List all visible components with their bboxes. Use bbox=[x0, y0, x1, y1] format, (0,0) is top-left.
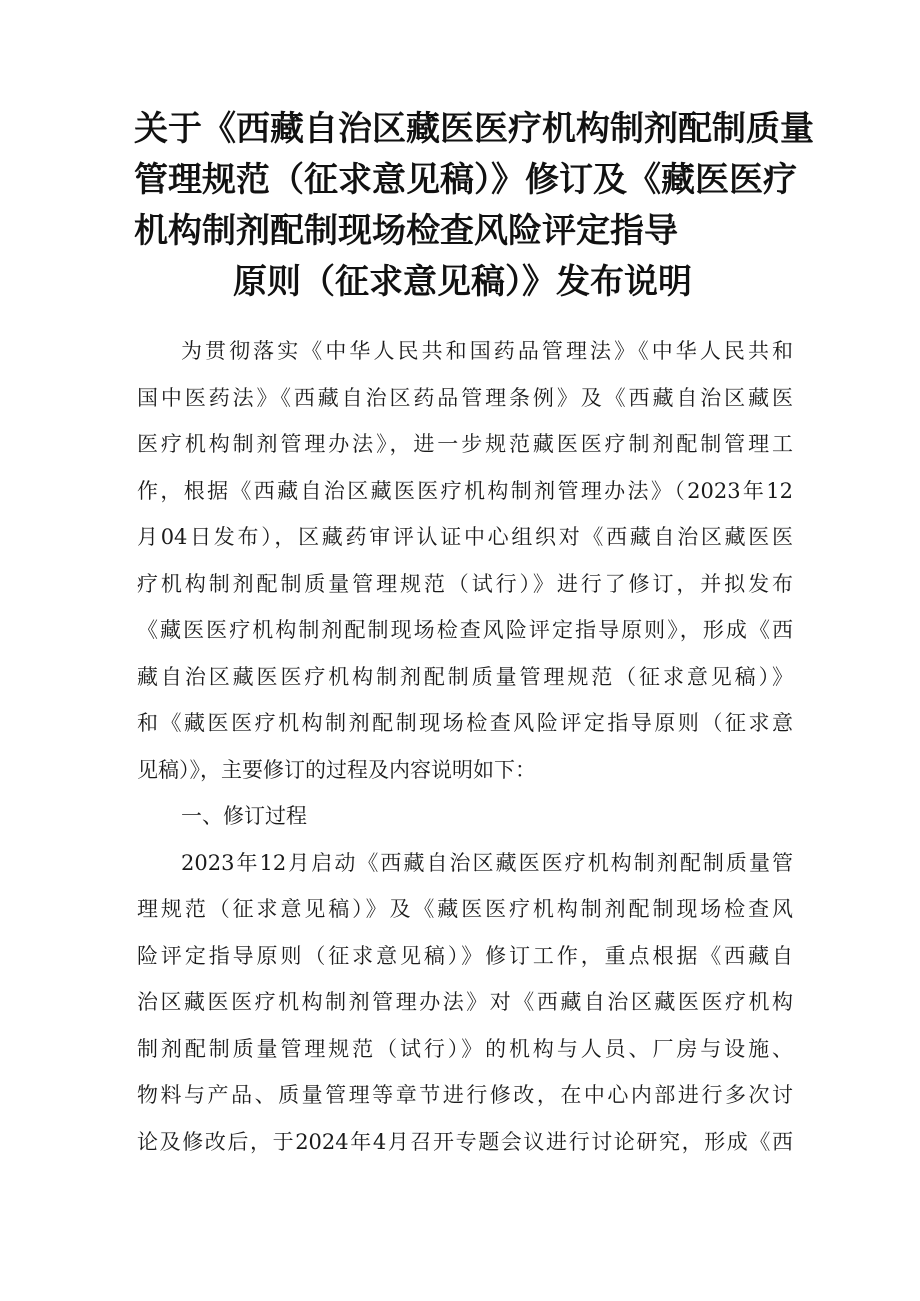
text-line: 疗机构制剂配制质量管理规范（试行）》进行了修订，并拟发布 bbox=[137, 571, 793, 596]
title-line: 原则（征求意见稿）》发布说明 bbox=[233, 262, 692, 302]
title-line: 机构制剂配制现场检查风险评定指导 bbox=[134, 211, 678, 251]
text-line: 藏自治区藏医医疗机构制剂配制质量管理规范（征求意见稿）》 bbox=[137, 664, 793, 689]
text-line: 治区藏医医疗机构制剂管理办法》对《西藏自治区藏医医疗机构 bbox=[137, 990, 793, 1014]
text-line: 《藏医医疗机构制剂配制现场检查风险评定指导原则》，形成《西 bbox=[137, 618, 793, 642]
text-line: 理规范（征求意见稿）》及《藏医医疗机构制剂配制现场检查风 bbox=[137, 897, 793, 921]
text-line: 医疗机构制剂管理办法》，进一步规范藏医医疗制剂配制管理工 bbox=[137, 432, 793, 456]
text-line: 国中医药法》《西藏自治区药品管理条例》及《西藏自治区藏医 bbox=[137, 385, 793, 410]
text-line: 作，根据《西藏自治区藏医医疗机构制剂管理办法》（2023年12 bbox=[137, 478, 793, 503]
title-line: 管理规范（征求意见稿）》修订及《藏医医疗 bbox=[134, 160, 797, 200]
section-heading: 一、修订过程 bbox=[181, 804, 307, 828]
paragraph-intro bbox=[137, 328, 793, 793]
document-body bbox=[137, 328, 793, 1165]
text-line: 月04日发布），区藏药审评认证中心组织对《西藏自治区藏医医 bbox=[137, 525, 793, 549]
text-line: 物料与产品、质量管理等章节进行修改，在中心内部进行多次讨 bbox=[137, 1083, 793, 1107]
text-line: 和《藏医医疗机构制剂配制现场检查风险评定指导原则（征求意 bbox=[137, 711, 793, 735]
text-line: 制剂配制质量管理规范（试行）》的机构与人员、厂房与设施、 bbox=[137, 1036, 793, 1061]
text-line: 险评定指导原则（征求意见稿）》修订工作，重点根据《西藏自 bbox=[137, 943, 793, 968]
text-line: 论及修改后，于2024年4月召开专题会议进行讨论研究，形成《西 bbox=[137, 1129, 793, 1154]
text-line: 为贯彻落实《中华人民共和国药品管理法》《中华人民共和 bbox=[181, 339, 793, 363]
text-line: 2023年12月启动《西藏自治区藏医医疗机构制剂配制质量管 bbox=[181, 850, 793, 875]
text-line: 见稿）》，主要修订的过程及内容说明如下： bbox=[137, 757, 536, 782]
document-title bbox=[134, 104, 814, 308]
paragraph-revision-process bbox=[137, 840, 793, 1166]
title-line: 关于《西藏自治区藏医医疗机构制剂配制质量 bbox=[134, 109, 814, 149]
